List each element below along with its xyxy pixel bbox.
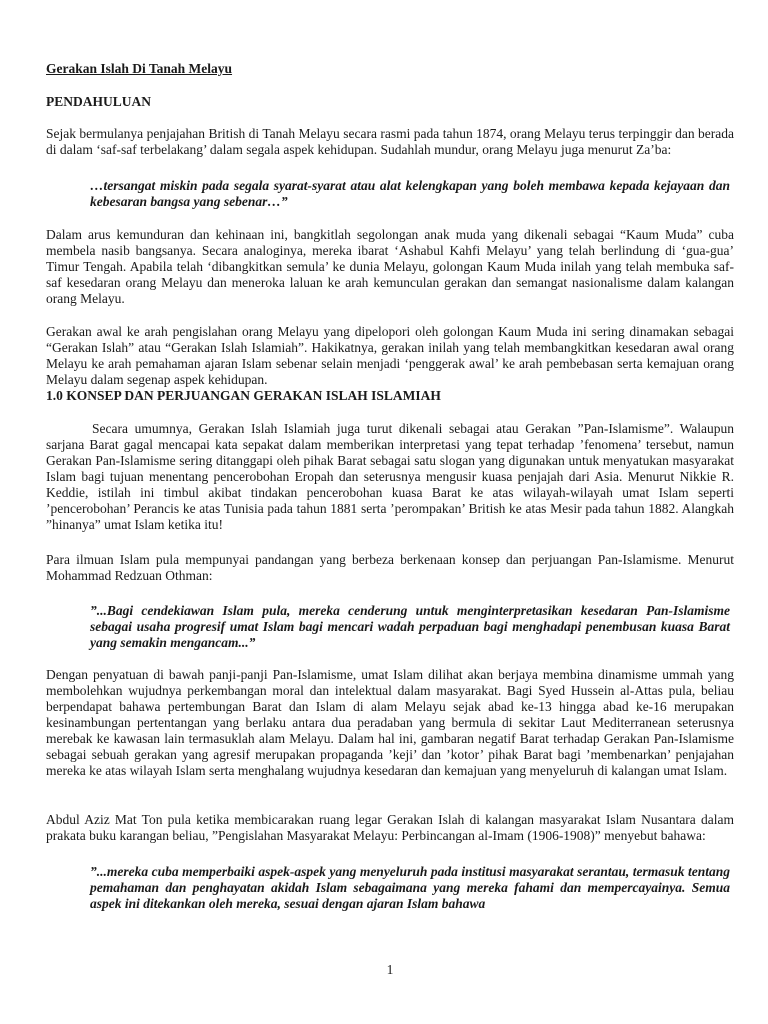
intro-paragraph-1: Sejak bermulanya penjajahan British di Tanah Melayu secara rasmi pada tahun 1874, orang Melayu terus terpinggir dan berada di dalam ‘saf-saf terbelakang’ dalam segala aspek kehidupan. Sudahlah mundur, orang Melayu juga menurut Za’ba: — [46, 126, 734, 157]
intro-paragraph-2: Dalam arus kemunduran dan kehinaan ini, bangkitlah segolongan anak muda yang dikenali sebagai “Kaum Muda” cuba membela nasib bangsanya. Secara analoginya, mereka ibarat ‘Ashabul Kahfi Melayu’ yang telah berlindung di ‘gua-gua’ Timur Tengah. Apabila telah ‘dibangkitkan semula’ ke dunia Melayu, golongan Kaum Muda inilah yang telah membuka saf-saf kesedaran orang Melayu dan meneroka laluan ke arah kemunculan gerakan dan semangat nasionalisme dalam kalangan orang Melayu. — [46, 227, 734, 306]
section-1-paragraph-3: Dengan penyatuan di bawah panji-panji Pan-Islamisme, umat Islam dilihat akan berjaya membina dinamisme ummah yang membolehkan wujudnya perkembangan moral dan intelektual dalam masyarakat. Bagi Syed Hussein al-Attas pula, beliau berpendapat bahawa pertembungan Barat dan Islam di alam Melayu sejak abad ke-13 hingga abad ke-16 merupakan kesinambungan pertentangan yang berlaku antara dua peradaban yang bermula di sekitar Laut Mediterranean seterusnya merebak ke kawasan lain termasuklah alam Melayu. Dalam hal ini, gambaran negatif Barat terhadap Gerakan Pan-Islamisme sebagai sebuah gerakan yang agresif merupakan propaganda ’keji’ dan ’kotor’ pihak Barat bagi ’membenarkan’ penjajahan mereka ke atas wilayah Islam serta menghalang wujudnya kesedaran dan kemajuan yang menyeluruh di kalangan umat Islam. — [46, 667, 734, 778]
section-1-heading: 1.0 KONSEP DAN PERJUANGAN GERAKAN ISLAH ISLAMIAH — [46, 388, 441, 403]
section-1-paragraph-4: Abdul Aziz Mat Ton pula ketika membicarakan ruang legar Gerakan Islah di kalangan masyarakat Islam Nusantara dalam prakata buku karangan beliau, ”Pengislahan Masyarakat Melayu: Perbincangan al-Imam (1906-1908)” menyebut bahawa: — [46, 812, 734, 843]
document-page — [46, 0, 734, 1024]
page-number: 1 — [386, 962, 394, 977]
quote-zaba: …tersangat miskin pada segala syarat-syarat atau alat kelengkapan yang boleh membawa kepada kejayaan dan kebesaran bangsa yang sebenar…” — [90, 178, 730, 209]
document-title: Gerakan Islah Di Tanah Melayu — [46, 61, 233, 76]
intro-heading: PENDAHULUAN — [46, 94, 152, 109]
quote-redzuan: ”...Bagi cendekiawan Islam pula, mereka cenderung untuk menginterpretasikan kesedaran Pan-Islamisme sebagai usaha progresif umat Islam bagi mencari wadah perpaduan bagi menghadapi penembusan kuasa Barat yang semakin mengancam...” — [90, 603, 730, 650]
quote-aziz: ”...mereka cuba memperbaiki aspek-aspek yang menyeluruh pada institusi masyarakat serantau, termasuk tentang pemahaman dan penghayatan akidah Islam sebagaimana yang mereka fahami dan mempercayainya. Semua aspek ini ditekankan oleh mereka, sesuai dengan ajaran Islam bahawa — [90, 864, 730, 911]
section-1-paragraph-2: Para ilmuan Islam pula mempunyai pandangan yang berbeza berkenaan konsep dan perjuangan Pan-Islamisme. Menurut Mohammad Redzuan Othman: — [46, 552, 734, 583]
section-1-paragraph-1: Secara umumnya, Gerakan Islah Islamiah juga turut dikenali sebagai atau Gerakan ”Pan-Islamisme”. Walaupun sarjana Barat gagal mencapai kata sepakat dalam memberikan interpretasi yang tepat terhadap ’fenomena’ tersebut, namun Gerakan Pan-Islamisme sering ditanggapi oleh pihak Barat sebagai satu slogan yang digunakan untuk menyatukan masyarakat Islam bagi tujuan menentang pencerobohan Eropah dan seterusnya mengusir kuasa penjajah dari Asia. Menurut Nikkie R. Keddie, istilah ini timbul akibat tindakan pencerobohan kuasa Barat ke atas wilayah-wilayah umat Islam seperti ’pencerobohan’ Perancis ke atas Tunisia pada tahun 1881 serta ’perompakan’ British ke atas Mesir pada tahun 1882. Alangkah ”hinanya” umat Islam ketika itu! — [46, 421, 734, 532]
intro-paragraph-3: Gerakan awal ke arah pengislahan orang Melayu yang dipelopori oleh golongan Kaum Muda ini sering dinamakan sebagai “Gerakan Islah” atau “Gerakan Islah Islamiah”. Hakikatnya, gerakan inilah yang telah membangkitkan kesedaran awal orang Melayu ke arah pemahaman ajaran Islam sebenar selain menjadi ‘penggerak awal’ ke arah pembebasan serta kemajuan orang Melayu dalam segenap aspek kehidupan. — [46, 324, 734, 387]
